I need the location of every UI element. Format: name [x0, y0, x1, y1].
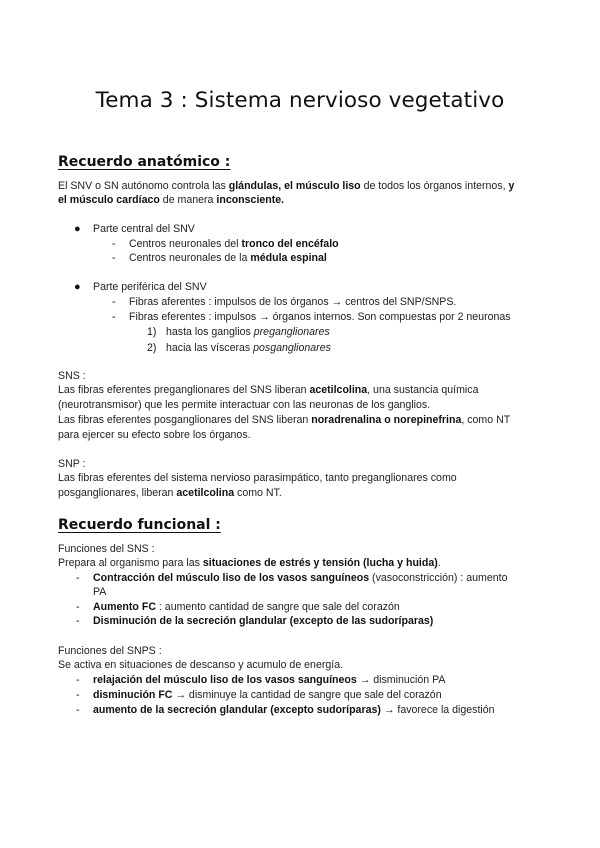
sns-function-2: Aumento FC : aumento cantidad de sangre que sale del corazón — [93, 601, 400, 613]
dash-icon: - — [112, 238, 116, 250]
sns-line-1: Las fibras eferentes preganglionares del SNS liberan acetilcolina, una sustancia química — [58, 384, 479, 396]
sns-functions-intro: Prepara al organismo para las situaciones de estrés y tensión (lucha y huida). — [58, 557, 441, 569]
sns-function-1-cont: PA — [93, 586, 107, 598]
snp-label: SNP : — [58, 458, 86, 470]
dash-icon: - — [76, 689, 80, 701]
dash-icon: - — [112, 252, 116, 264]
sub-item-number: 2) — [147, 342, 157, 354]
central-item-2: Centros neuronales de la médula espinal — [129, 252, 327, 264]
intro-line-2: el músculo cardíaco de manera inconsciente. — [58, 194, 285, 206]
dash-icon: - — [76, 704, 80, 716]
sub-item-1: hasta los ganglios preganglionares — [166, 326, 330, 338]
central-item-1: Centros neuronales del tronco del encéfalo — [129, 238, 339, 250]
sns-line-4: para ejercer su efecto sobre los órganos. — [58, 429, 251, 441]
page-title: Tema 3 : Sistema nervioso vegetativo — [95, 88, 505, 113]
sub-item-number: 1) — [147, 326, 157, 338]
sub-item-2: hacia las vísceras posganglionares — [166, 342, 331, 354]
dash-icon: - — [76, 601, 80, 613]
afferent-fibers: Fibras aferentes : impulsos de los órganos → centros del SNP/SNPS. — [129, 296, 457, 308]
snp-line-1: Las fibras eferentes del sistema nervioso parasimpático, tanto preganglionares como — [58, 472, 457, 484]
dash-icon: - — [112, 296, 116, 308]
sns-line-3: Las fibras eferentes posganglionares del SNS liberan noradrenalina o norepinefrina, como NT — [58, 414, 511, 426]
dash-icon: - — [76, 674, 80, 686]
sns-function-3: Disminución de la secreción glandular (excepto de las sudoríparas) — [93, 615, 434, 627]
snps-functions-label: Funciones del SNPS : — [58, 645, 162, 657]
sns-functions-label: Funciones del SNS : — [58, 543, 155, 555]
dash-icon: - — [76, 615, 80, 627]
central-part-label: Parte central del SNV — [93, 223, 195, 235]
bullet-icon: ● — [74, 281, 81, 293]
snps-function-3: aumento de la secreción glandular (excepto sudoríparas) → favorece la digestión — [93, 704, 495, 716]
peripheral-part-label: Parte periférica del SNV — [93, 281, 207, 293]
bullet-icon: ● — [74, 223, 81, 235]
snps-function-1: relajación del músculo liso de los vasos sanguíneos → disminución PA — [93, 674, 446, 686]
section-heading-funcional: Recuerdo funcional : — [58, 517, 221, 533]
sns-label: SNS : — [58, 370, 86, 382]
dash-icon: - — [76, 572, 80, 584]
intro-line-1: El SNV o SN autónomo controla las glándulas, el músculo liso de todos los órganos internos, y — [58, 180, 515, 192]
sns-line-2: (neurotransmisor) que les permite interactuar con las neuronas de los ganglios. — [58, 399, 431, 411]
sns-function-1: Contracción del músculo liso de los vasos sanguíneos (vasoconstricción) : aumento — [93, 572, 508, 584]
section-heading-anatomico: Recuerdo anatómico : — [58, 154, 231, 170]
snps-functions-intro: Se activa en situaciones de descanso y acumulo de energía. — [58, 659, 344, 671]
snp-line-2: posganglionares, liberan acetilcolina como NT. — [58, 487, 282, 499]
snps-function-2: disminución FC → disminuye la cantidad de sangre que sale del corazón — [93, 689, 442, 701]
efferent-fibers: Fibras eferentes : impulsos → órganos internos. Son compuestas por 2 neuronas — [129, 311, 511, 323]
dash-icon: - — [112, 311, 116, 323]
